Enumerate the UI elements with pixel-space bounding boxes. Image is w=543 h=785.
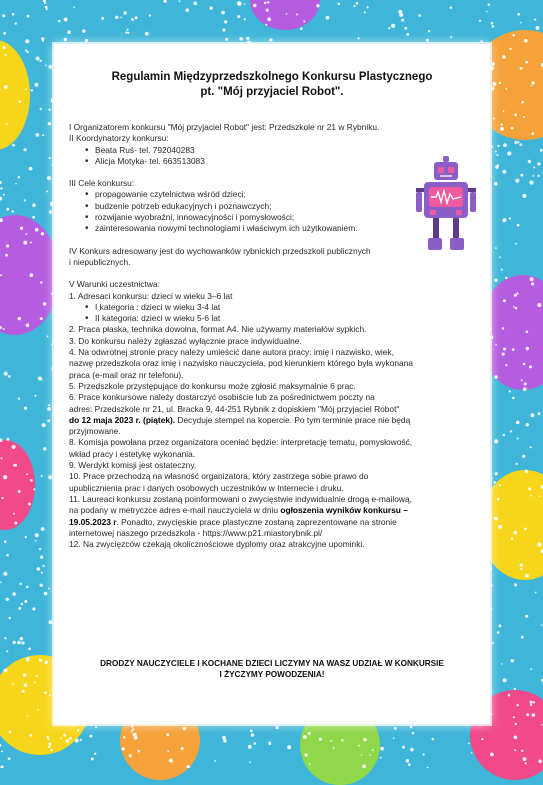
condition-1: 1. Adresaci konkursu: dzieci w wieku 3–6 lat [69,290,233,301]
coordinator-item: • Beata Ruś- tel. 792040283 [85,145,479,156]
closing-line-2: I ŻYCZYMY POWODZENIA! [219,670,325,679]
goal-item: • budzenie potrzeb edukacyjnych i poznawczych; [85,201,479,212]
condition-11-line-1: 11. Laureaci konkursu zostaną poinformowani o zwycięstwie indywidualnie drogą e-mailową, [69,493,412,504]
audience-line-1: IV Konkurs adresowany jest do wychowanków rybnickich przedszkoli publicznych [69,245,371,256]
goal-item: • zainteresowania nowymi technologiami i właściwym ich użytkowaniem. [85,223,479,234]
closing-message [74,658,470,680]
category-item: • I kategoria : dzieci w wieku 3-4 lat [85,302,479,313]
condition-9: 9. Werdykt komisji jest ostateczny. [69,460,197,471]
coordinator-item: • Alicja Motyka- tel. 663513083 [85,156,479,167]
coordinators-list [69,145,479,168]
condition-4-line-3: praca (e-mail oraz nr telefonu). [69,369,184,380]
condition-8-line-1: 8. Komisja powołana przez organizatora oceniać będzie: interpretację tematu, pomysłowość, [69,437,413,448]
coordinators-heading: II Koordynatorzy konkursu: [69,133,169,144]
condition-6-line-2: adres: Przedszkole nr 21, ul. Bracka 9, 44-251 Rybnik z dopiskiem "Mój przyjaciel Robot" [69,403,400,414]
results-announcement: ogłoszenia wyników konkursu – [280,505,408,516]
closing-line-1: DRODZY NAUCZYCIELE I KOCHANE DZIECI LICZYMY NA WASZ UDZIAŁ W KONKURSIE [100,659,444,668]
results-rest: . Ponadto, zwycięskie prace plastyczne zostaną zaprezentowane na stronie [116,516,397,527]
condition-12: 12. Na zwycięzców czekają okolicznościowe dyplomy oraz atrakcyjne upominki. [69,539,365,550]
title-line-1: Regulamin Międzyprzedszkolnego Konkursu Plastycznego [111,71,433,83]
category-item: • II kategoria: dzieci w wieku 5-6 lat [85,313,479,324]
condition-11-line-3 [69,517,479,528]
goal-item: • propagowanie czytelnictwa wśród dzieci; [85,189,479,200]
goals-list [69,189,479,234]
categories-list [69,302,479,325]
condition-6-line-4: przyjmowane. [69,426,121,437]
regulations-document [54,44,490,724]
condition-3: 3. Do konkursu należy zgłaszać wyłącznie prace indywidualne. [69,335,302,346]
goal-item: • rozwijanie wyobraźni, innowacyjności i pomysłowości; [85,212,479,223]
condition-8-line-2: wkład pracy i estetykę wykonania. [69,448,196,459]
condition-11-line-2 [69,505,479,516]
condition-10-line-1: 10. Prace przechodzą na własność organizatora, który zastrzega sobie prawo do [69,471,369,482]
deadline-date: do 12 maja 2023 r. (piątek). [69,414,176,425]
condition-4-line-2: nazwę przedszkola oraz imię i nazwisko nauczyciela, pod kierunkiem którego była wykonana [69,358,414,369]
document-title [54,70,490,100]
goals-heading: III Cele konkursu: [69,178,135,189]
condition-2: 2. Praca płaska, technika dowolna, format A4. Nie używamy materiałów sypkich. [69,324,367,335]
condition-5: 5. Przedszkole przystępujące do konkursu może zgłosić maksymalnie 6 prac. [69,380,356,391]
condition-4-line-1: 4. Na odwrotnej stronie pracy należy umieścić dane autora pracy: imię i nazwisko, wiek, [69,347,394,358]
condition-6-line-1: 6. Prace konkursowe należy dostarczyć osobiście lub za pośrednictwem poczty na [69,392,375,403]
deadline-note: Decyduje stempel na kopercie. Po tym terminie prace nie będą [175,414,411,425]
results-pre: na podany w metryczce adres e-mail nauczyciela w dniu [69,505,281,516]
condition-10-line-2: upublicznienia prac i danych osobowych uczestników w Internecie i druku. [69,482,344,493]
audience-line-2: i niepublicznych. [69,256,131,267]
title-line-2: pt. "Mój przyjaciel Robot". [200,86,344,98]
regulations-body [69,122,479,550]
results-date: 19.05.2023 r [69,516,117,527]
condition-6-line-3 [69,415,479,426]
organizer-text: I Organizatorem konkursu "Mój przyjaciel Robot" jest: Przedszkole nr 21 w Rybniku. [69,122,380,132]
conditions-heading: V Warunki uczestnictwa: [69,279,160,290]
condition-11-line-4: internetowej naszego przedszkola - https://www.p21.miastorybnik.pl/ [69,527,323,538]
